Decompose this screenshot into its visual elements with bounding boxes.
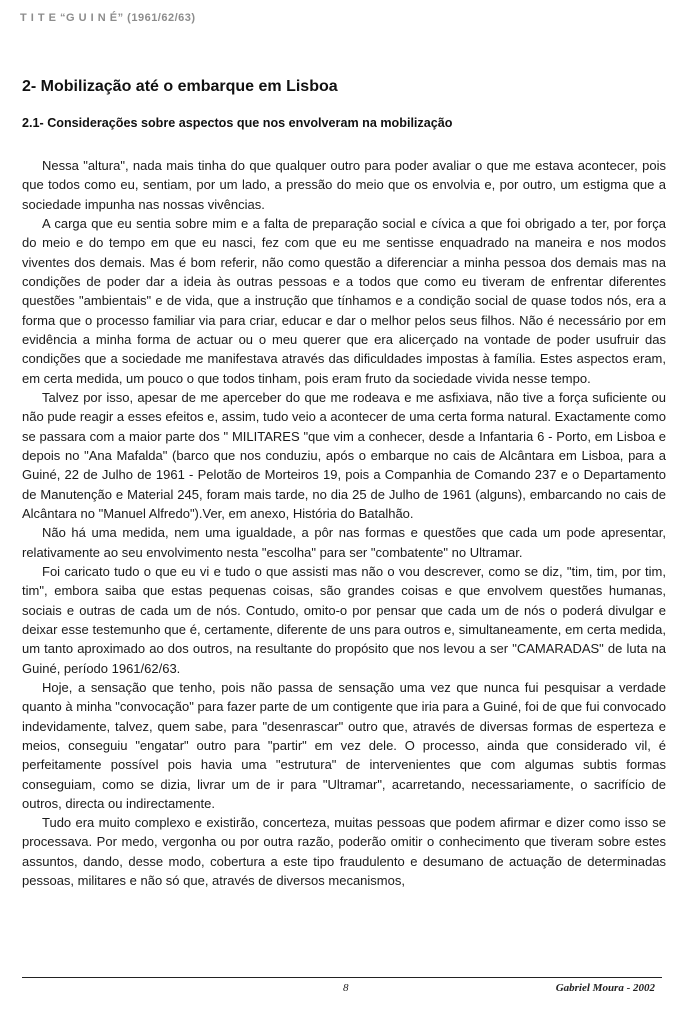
paragraph: Hoje, a sensação que tenho, pois não passa de sensação uma vez que nunca fui pesquisar a verdade quanto à minha "convocação" para fazer parte de um contigente que iria para a Guiné, foi de que fui convocado indevidamente, talvez, quem sabe, para "desenrascar" outro que, através de diversas formas de esperteza e meios, conseguiu "engatar" outro para "partir" em vez dele. O processo, ainda que considerado vil, é perfeitamente possível pois havia uma "estrutura" de intervenientes que com algumas subtis formas conseguiam, como se dizia, livrar um de ir para "Ultramar", acarretando, necessariamente, o sacrifício de outros, directa ou indirectamente. (22, 679, 666, 811)
paragraph: Foi caricato tudo o que eu vi e tudo o que assisti mas não o vou descrever, como se diz, "tim, tim, por tim, tim", embora saiba que estas pequenas coisas, são grandes coisas e que envolvem questões humanas, sociais e outras de cada um de nós. Contudo, omito-o por pensar que cada um de nós o poderá divulgar e deixar esse testemunho que é, certamente, diferente de uns para outros e, simultaneamente, em certa medida, um tanto aproximado ao dos outros, na resultante do propósito que nos levou a ser "CAMARADAS" de luta na Guiné, período 1961/62/63. (22, 563, 666, 676)
paragraph: Talvez por isso, apesar de me aperceber do que me rodeava e me asfixiava, não tive a força suficiente ou não pude reagir a esses efeitos e, assim, tudo veio a acontecer de uma certa forma natural. Exactamente como se passara com a maior parte dos " MILITARES "que vim a conhecer, desde a Infantaria 6 - Porto, em Lisboa e depois no "Ana Mafalda" (barco que nos conduziu, após o embarque no cais de Alcântara em Lisboa, para a Guiné, 22 de Julho de 1961 - Pelotão de Morteiros 19, pois a Companhia de Comando 237 e o Departamento de Manutenção e Material 245, foram mais tarde, no dia 25 de Julho de 1961 (alguns), embarcando no cais de Alcântara no "Manuel Alfredo").Ver, em anexo, História do Batalhão. (22, 389, 666, 521)
paragraph: A carga que eu sentia sobre mim e a falta de preparação social e cívica a que foi obrigado a ter, por força do meio e do tempo em que eu nasci, fez com que eu me sentisse enquadrado na maneira e nos modos viventes dos demais. Mas é bom referir, não como questão a diferenciar a minha pessoa dos demais mas na condições de poder dar a ideia às outras pessoas e a todos que como eu tiveram de enfrentar diferentes questões "ambientais" e de vida, que a instrução que tínhamos e a condição social de quase todos nós, era a forma que o processo familiar via para criar, educar e dar o melhor pelos seus filhos. Não é necessário por em evidência a minha forma de actuar ou o meu querer que era alicerçado na vontade de poder usufruir das condições que a sociedade me manifestava através das dificuldades impostas à família. Estes aspectos eram, em certa medida, um pouco o que todos tinham, pois eram fruto da sociedade vivida nesse tempo. (22, 215, 666, 386)
subsection-title: 2.1- Considerações sobre aspectos que nos envolveram na mobilização (22, 116, 453, 130)
footer-author: Gabriel Moura - 2002 (555, 982, 655, 994)
section-title: 2- Mobilização até o embarque em Lisboa (22, 78, 338, 95)
body-text (22, 156, 666, 890)
paragraph: Não há uma medida, nem uma igualdade, a pôr nas formas e questões que cada um pode apresentar, relativamente ao seu envolvimento nesta "escolha" para ser "combatente" no Ultramar. (22, 525, 666, 560)
page-number: 8 (343, 982, 349, 994)
paragraph: Nessa "altura", nada mais tinha do que qualquer outro para poder avaliar o que me estava acontecer, pois que todos como eu, sentiam, por um lado, a pressão do meio que os envolvia e, por outro, um estigma que a sociedade impunha nas nossas vivências. (22, 158, 666, 212)
footer-divider (22, 977, 662, 978)
paragraph: Tudo era muito complexo e existirão, concerteza, muitas pessoas que podem afirmar e dizer como isso se processava. Por medo, vergonha ou por outra razão, poderão omitir o conhecimento que tiveram sobre estes assuntos, dando, desse modo, cobertura a este tipo fraudulento e desumano de actuação de determinadas pessoas, militares e não só que, através de diversos mecanismos, (22, 815, 666, 889)
running-header: T I T E “G U I N É” (1961/62/63) (20, 12, 196, 24)
